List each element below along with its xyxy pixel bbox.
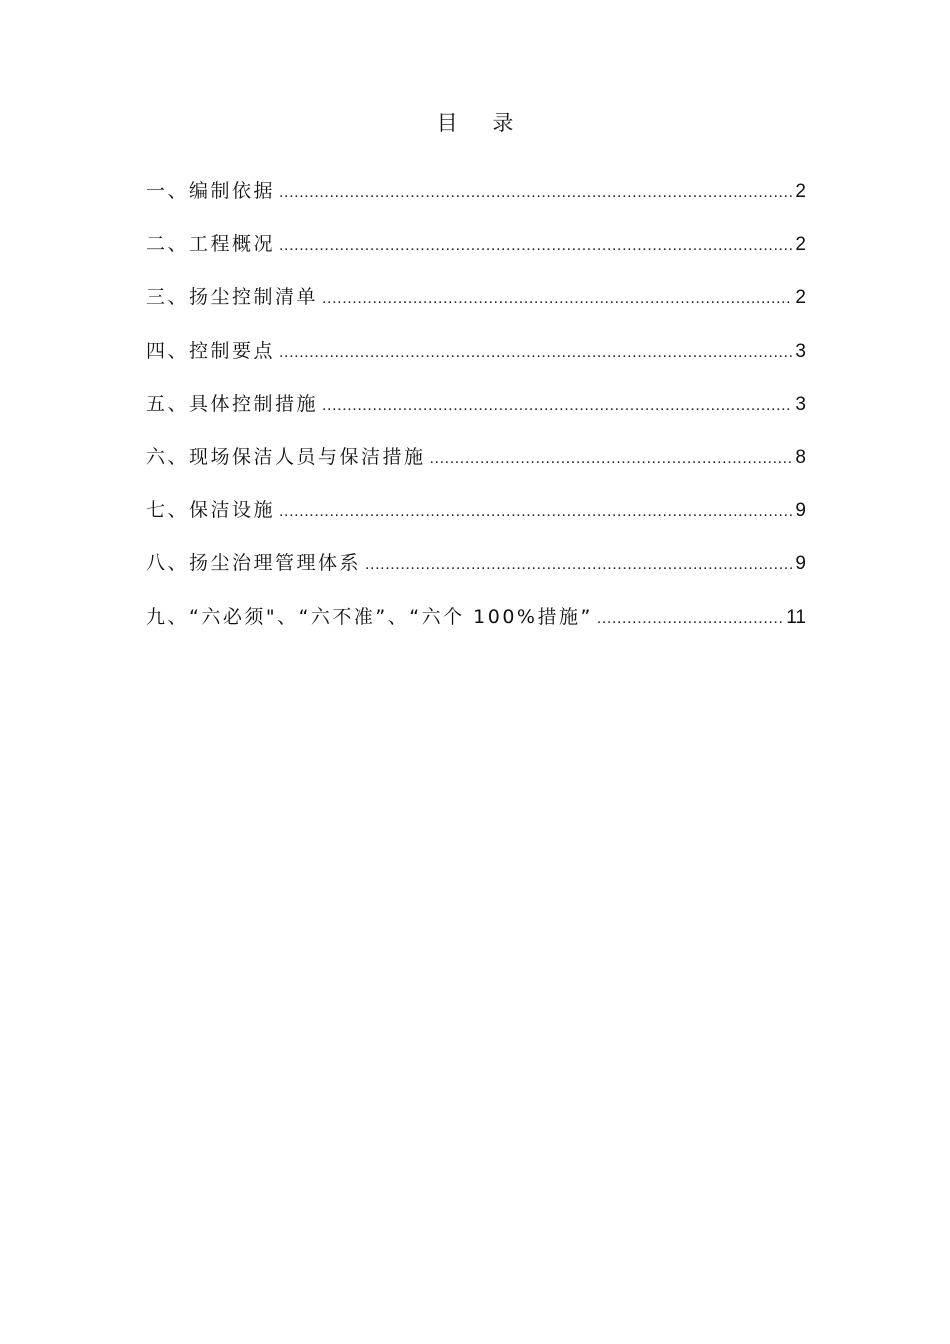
toc-entry[interactable] xyxy=(146,548,806,601)
toc-entry-label: 七、保洁设施 xyxy=(146,499,276,522)
dot-leader xyxy=(279,338,792,368)
toc-entry-label: 八、扬尘治理管理体系 xyxy=(146,552,362,575)
toc-entry-label: 二、工程概况 xyxy=(146,233,276,256)
toc-entry-page-number: 3 xyxy=(795,393,806,415)
toc-title: 目 录 xyxy=(436,111,528,135)
toc-entry-page-number: 9 xyxy=(795,500,806,522)
toc-entry-label: 一、编制依据 xyxy=(146,180,276,202)
toc-entry-page-number: 2 xyxy=(795,234,806,256)
toc-entry-label: 五、具体控制措施 xyxy=(146,392,319,415)
toc-entry-label: 四、控制要点 xyxy=(146,339,276,362)
toc-entry-label: 六、现场保洁人员与保洁措施 xyxy=(146,445,426,468)
toc-entry-page-number: 2 xyxy=(795,181,806,202)
toc-entry-page-number: 8 xyxy=(795,446,806,468)
toc-entry[interactable] xyxy=(146,602,806,655)
toc-entry-page-number: 9 xyxy=(795,553,806,575)
toc-entry[interactable] xyxy=(146,282,806,335)
toc-entry-page-number: 11 xyxy=(786,606,806,628)
toc-entry-label: 九、“六必须"、“六不准”、“六个 100%措施” xyxy=(146,605,593,628)
dot-leader xyxy=(279,178,792,208)
dot-leader xyxy=(322,391,792,421)
toc-entry[interactable] xyxy=(146,442,806,495)
toc-entry[interactable] xyxy=(146,176,806,229)
dot-leader xyxy=(322,284,792,314)
dot-leader xyxy=(365,550,792,580)
toc-entry[interactable] xyxy=(146,229,806,282)
toc-entry-page-number: 3 xyxy=(795,340,806,362)
table-of-contents xyxy=(146,176,806,655)
dot-leader xyxy=(279,231,792,261)
toc-entry[interactable] xyxy=(146,336,806,389)
toc-entry-page-number: 2 xyxy=(795,287,806,309)
dot-leader xyxy=(279,497,792,527)
toc-entry[interactable] xyxy=(146,495,806,548)
toc-entry-label: 三、扬尘控制清单 xyxy=(146,286,319,309)
dot-leader xyxy=(430,444,793,474)
toc-entry[interactable] xyxy=(146,389,806,442)
dot-leader xyxy=(597,604,783,634)
